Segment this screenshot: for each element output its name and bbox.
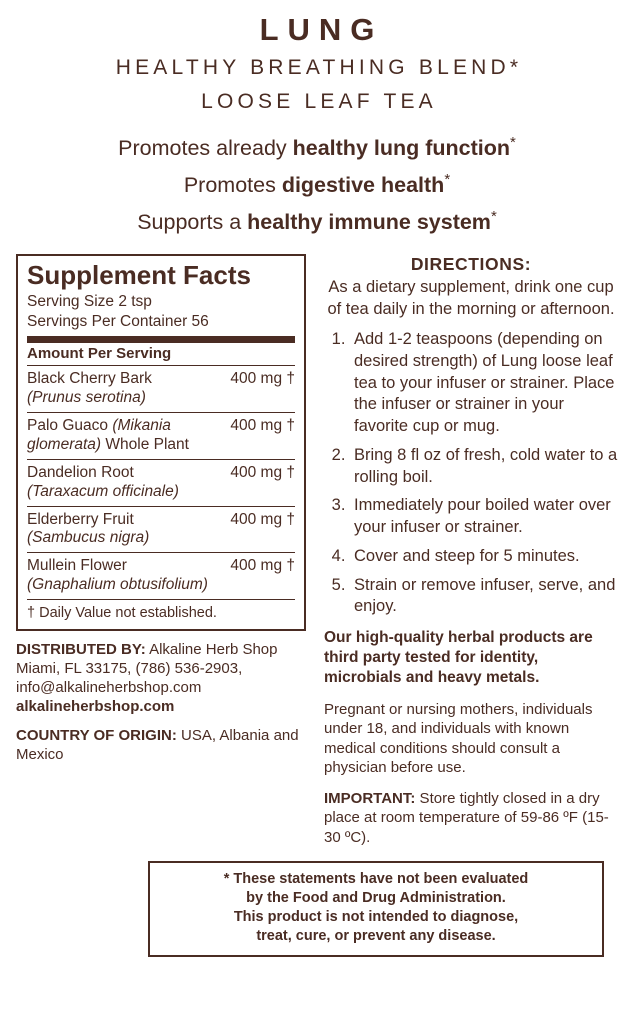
ingredient-amount: 400 mg † [230,557,295,575]
ingredient-part: Whole Plant [101,435,189,453]
list-item: 3. Immediately pour boiled water over your infuser or strainer. [350,495,618,539]
claims-list [16,134,618,236]
claim-asterisk: * [490,208,497,226]
directions-steps [324,329,618,618]
list-item: 5. Strain or remove infuser, serve, and enjoy. [350,575,618,619]
country-of-origin-label: COUNTRY OF ORIGIN: [16,727,177,745]
daily-value-footnote: † Daily Value not established. [27,605,217,622]
table-row [27,507,295,553]
amount-per-serving-header: Amount Per Serving [27,345,172,363]
ingredient-common-name: Dandelion Root [27,463,134,481]
distributor-company: Alkaline Herb Shop [145,641,278,659]
servings-per-container: Servings Per Container 56 [27,312,209,330]
disclaimer-line: * These statements have not been evaluated [223,871,529,888]
distributor-block [16,641,306,717]
table-row [27,460,295,506]
daily-value-marker: † [286,463,295,481]
list-item: 2. Bring 8 fl oz of fresh, cold water to a rolling boil. [350,445,618,489]
daily-value-marker: † [286,557,295,575]
divider-thick [27,336,295,343]
ingredient-amount: 400 mg † [230,370,295,388]
claim-prefix: Promotes already [118,136,293,161]
fda-disclaimer [148,861,604,957]
list-item: 1. Add 1-2 teaspoons (depending on desired strength) of Lung loose leaf tea to your infuser or strainer. Place the infuser or strainer in your favorite cup or mug. [350,329,618,438]
label-body [16,254,618,847]
directions-title: DIRECTIONS: [410,254,532,275]
claim-prefix: Promotes [183,173,282,198]
ingredient-name [27,370,158,408]
distributor-email[interactable]: info@alkalineherbshop.com [16,678,202,696]
table-row [27,366,295,412]
serving-size: Serving Size 2 tsp [27,293,152,311]
product-header [16,12,618,114]
right-column [306,254,618,847]
ingredient-latin-name: (Sambucus nigra) [27,529,150,547]
ingredient-common-name: Palo Guaco [27,416,113,434]
ingredient-name [27,557,214,595]
daily-value-marker: † [286,370,295,388]
product-subtitle-form: LOOSE LEAF TEA [201,90,437,113]
product-title: LUNG [259,12,384,47]
ingredient-latin-name: (Mikania glomerata) [27,416,171,453]
table-row [27,553,295,599]
ingredient-amount: 400 mg † [230,416,295,434]
distributor-website[interactable]: alkalineherbshop.com [16,698,175,716]
ingredient-latin-name: (Prunus serotina) [27,389,146,407]
claim-asterisk: * [444,171,451,189]
disclaimer-line: This product is not intended to diagnose, [233,909,519,926]
ingredient-common-name: Mullein Flower [27,557,127,575]
claim-asterisk: * [510,134,516,151]
product-subtitle-blend: HEALTHY BREATHING BLEND* [115,56,523,79]
distributor-label: DISTRIBUTED BY: [16,641,146,659]
claim-item [16,171,618,199]
storage-note [324,789,618,848]
supplement-facts-panel [16,254,306,631]
claim-emphasis: healthy immune system [247,210,491,235]
quality-note: Our high-quality herbal products are third party tested for identity, microbials and heavy metals. [324,629,593,687]
ingredient-common-name: Elderberry Fruit [27,510,134,528]
warning-note: Pregnant or nursing mothers, individuals under 18, and individuals with known medical conditions should consult a physician before use. [324,700,593,777]
claim-item [16,208,618,236]
left-column [16,254,306,765]
list-item: 4. Cover and steep for 5 minutes. [350,546,618,568]
disclaimer-line: treat, cure, or prevent any disease. [256,928,496,945]
table-row [27,413,295,459]
ingredient-name [27,417,230,455]
ingredient-amount: 400 mg † [230,463,295,481]
claim-emphasis: healthy lung function [292,136,510,161]
ingredient-amount: 400 mg † [230,510,295,528]
claim-emphasis: digestive health [281,173,445,198]
important-text: Store tightly closed in a dry place at room temperature of 59-86 ºF (15-30 ºC). [324,789,609,846]
country-of-origin-block [16,727,306,765]
distributor-address: Miami, FL 33175, (786) 536-2903, [16,659,243,677]
country-of-origin-value: USA, Albania and Mexico [16,727,299,763]
ingredient-latin-name: (Gnaphalium obtusifolium) [27,576,208,594]
ingredient-common-name: Black Cherry Bark [27,370,152,388]
claim-item [16,134,618,162]
important-label: IMPORTANT: [324,789,416,807]
directions-intro: As a dietary supplement, drink one cup of tea daily in the morning or afternoon. [327,278,615,318]
ingredient-name [27,464,185,502]
daily-value-marker: † [286,416,295,434]
disclaimer-line: by the Food and Drug Administration. [246,890,506,907]
daily-value-marker: † [286,510,295,528]
ingredient-name [27,511,155,549]
supplement-facts-title: Supplement Facts [27,260,251,291]
ingredient-latin-name: (Taraxacum officinale) [27,482,179,500]
claim-prefix: Supports a [137,210,248,235]
